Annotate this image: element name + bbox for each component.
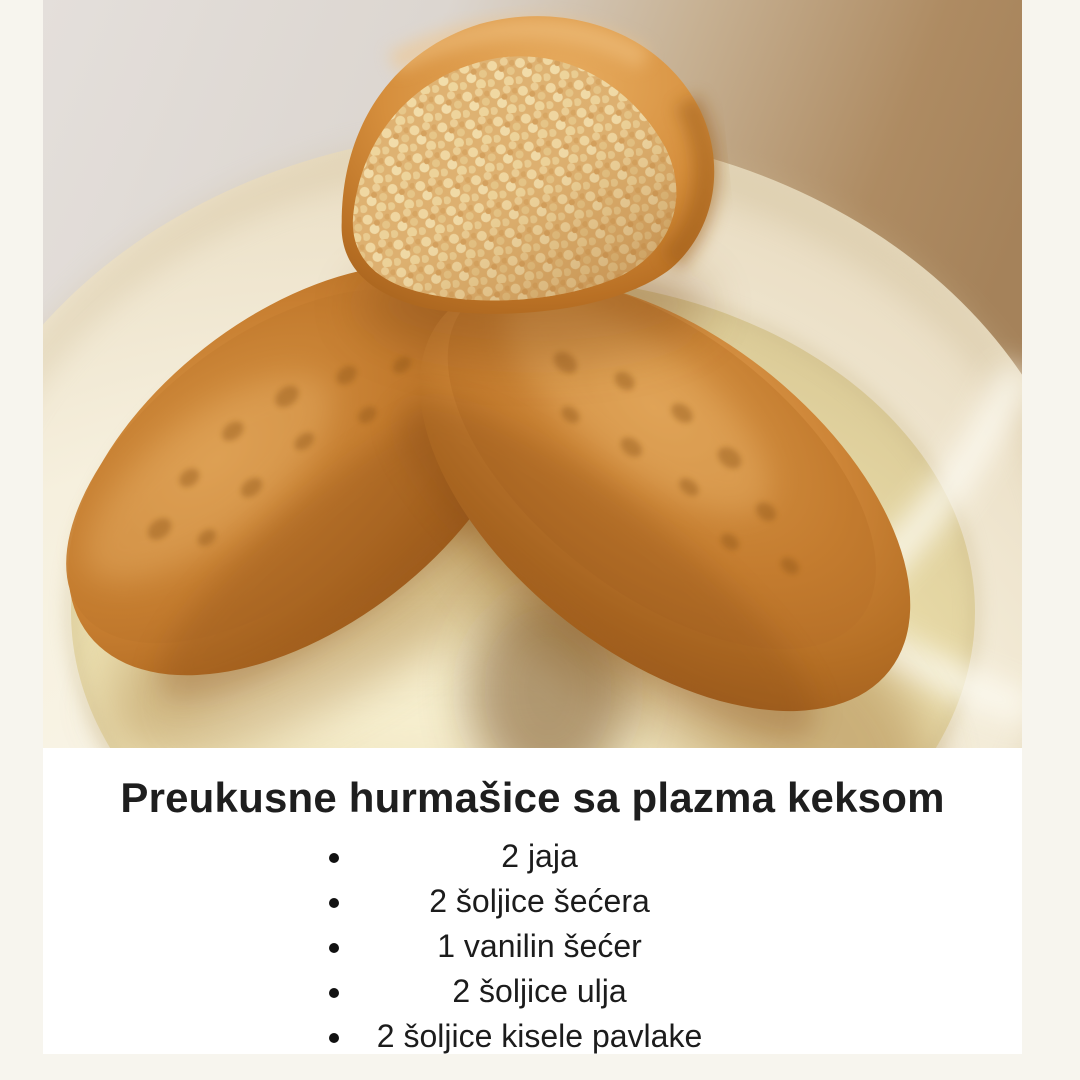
ingredient-item: • 2 šoljice šećera (355, 879, 725, 924)
ingredient-item: • 2 šoljice kisele pavlake (355, 1014, 725, 1059)
recipe-panel (43, 748, 1022, 1054)
ingredient-item: • 1 vanilin šećer (355, 924, 725, 969)
hurmasice-photo-illustration (43, 0, 1022, 748)
ingredient-item: • 2 jaja (355, 834, 725, 879)
ingredients-list (341, 834, 725, 1059)
ingredient-item: • 2 šoljice ulja (355, 969, 725, 1014)
recipe-title: Preukusne hurmašice sa plazma keksom (120, 774, 945, 821)
dessert-photo (43, 0, 1022, 748)
